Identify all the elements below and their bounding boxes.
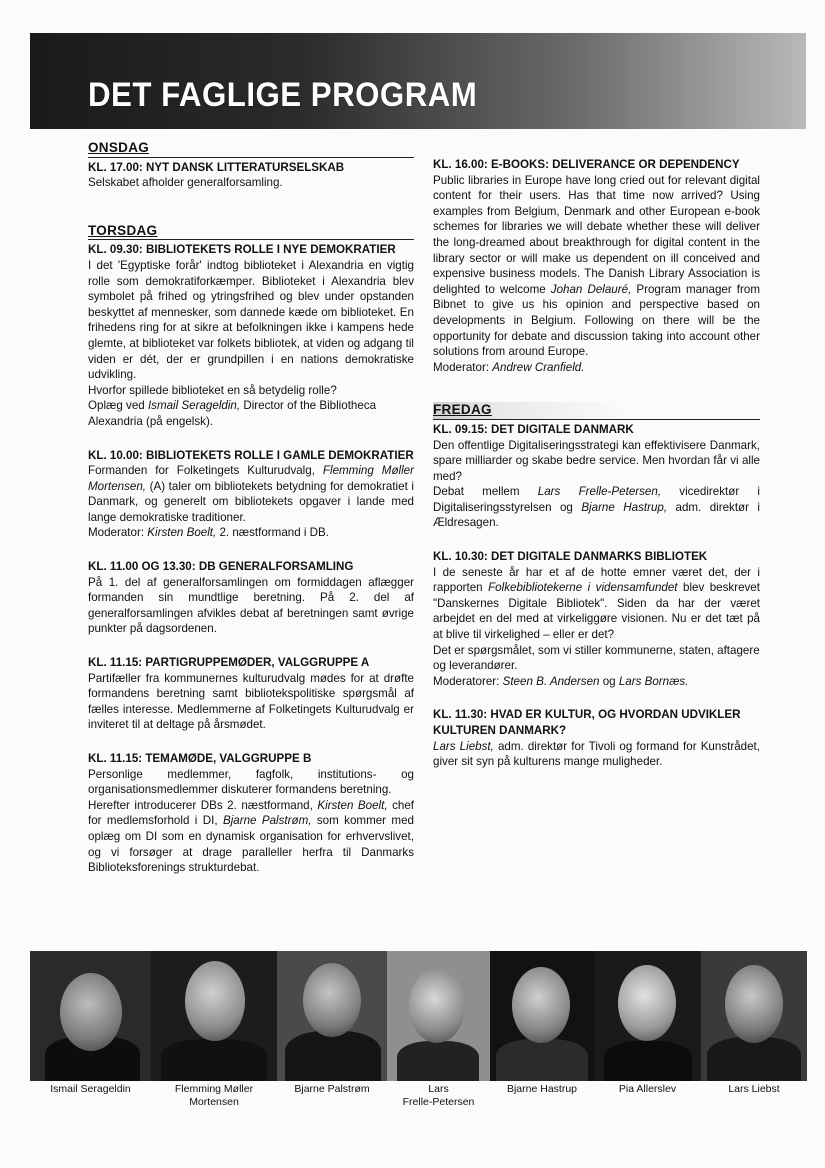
event-moderator (88, 525, 414, 541)
portrait-photo (490, 951, 594, 1081)
portrait-photo (277, 951, 387, 1081)
event-fredag-1030 (433, 549, 760, 689)
event-body (433, 565, 760, 643)
event-title: KL. 11.00 OG 13.30: DB GENERALFORSAMLING (88, 560, 354, 574)
day-heading-torsdag: TORSDAG (88, 223, 414, 241)
event-title: KL. 10.00: BIBLIOTEKETS ROLLE I GAMLE DEMOKRATIER (88, 448, 414, 462)
event-body-2: Det er spørgsmålet, som vi stiller kommunerne, staten, aftagere og leverandører. (433, 643, 760, 673)
moderator-middle: og (599, 674, 619, 688)
body-suffix: adm. direktør for Tivoli og formand for Kunstrådet, giver sit syn på kulturens mange muligheder. (433, 739, 760, 769)
speaker-name: Bjarne Hastrup, (581, 500, 668, 514)
event-torsdag-1100 (88, 559, 414, 637)
portrait-photo (387, 951, 490, 1081)
header-banner (30, 33, 806, 129)
caption-line: Frelle-Petersen (402, 1096, 475, 1108)
body-middle: chef for medlemsforhold i DI, (88, 798, 414, 828)
body-prefix: Herefter introducerer DBs 2. næstformand, (88, 798, 318, 812)
photo-caption (277, 1083, 387, 1096)
portrait-photo (594, 951, 701, 1081)
day-heading-onsdag: ONSDAG (88, 140, 414, 158)
portrait-photo (701, 951, 807, 1081)
event-torsdag-1115-a (88, 655, 414, 733)
photo-caption (490, 1083, 594, 1096)
caption-line: Ismail Serageldin (50, 1083, 131, 1095)
portrait-photo (30, 951, 151, 1081)
event-torsdag-1000 (88, 448, 414, 542)
photo-caption (387, 1083, 490, 1109)
photo-caption (151, 1083, 277, 1109)
right-column (433, 157, 760, 788)
body-suffix: som kommer med oplæg om DI som en dynamisk organisation for erhvervslivet, og vi forsøger at drage paralleller herfra til Danmarks Biblioteksforenings strukturdebat. (88, 814, 414, 875)
event-torsdag-1115-b (88, 751, 414, 876)
event-title: KL. 17.00: NYT DANSK LITTERATURSELSKAB (88, 160, 345, 174)
page-title: DET FAGLIGE PROGRAM (88, 76, 478, 114)
event-speaker (88, 398, 414, 429)
event-title: KL. 16.00: E-BOOKS: DELIVERANCE OR DEPENDENCY (433, 158, 740, 171)
day-heading-fredag: FREDAG (433, 402, 760, 420)
body-suffix: (A) taler om bibliotekets betydning for demokratiet i Danmark, og generelt om bibliotekets opgaver i lande med lange demokratiske traditioner. (88, 479, 414, 524)
event-moderator (433, 360, 760, 376)
event-body: Personlige medlemmer, fagfolk, institutions- og organisationsmedlemmer diskuterer formandens beretning. (88, 767, 414, 797)
event-title: KL. 11.30: HVAD ER KULTUR, OG HVORDAN UDVIKLER KULTUREN DANMARK? (433, 708, 741, 737)
event-torsdag-0930 (88, 242, 414, 429)
event-body-2 (88, 798, 414, 876)
speaker-name: Flemming Møller Mortensen, (88, 464, 414, 493)
body-prefix: I de seneste år har et af de hotte emner været det, der i rapporten (433, 565, 760, 595)
event-body: I det 'Egyptiske forår' indtog biblioteket i Alexandria en vigtig rolle som demokratiforkæmper. Biblioteket i Alexandria blev symbolet på frihed og ytringsfrihed og blev under opstanden beskyttet af mennesker, som dannede kæde om biblioteket. En frihedens ring for at sikre at befolkningen ikke i kampens hede glemte, at biblioteket var folkets bibliotek, at viden og adgang til viden er dét, der er grundpillen i en nations demokratiske udvikling. (88, 258, 414, 382)
body-suffix: adm. direktør i Ældresagen. (433, 500, 760, 530)
left-column (88, 140, 414, 894)
moderator-name: Andrew Cranfield. (492, 360, 585, 374)
photo-caption (701, 1083, 807, 1096)
event-title: KL. 11.15: PARTIGRUPPEMØDER, VALGGRUPPE A (88, 656, 370, 670)
body-middle: vicedirektør i Digitaliseringsstyrelsen og (433, 485, 761, 514)
caption-line: Mortensen (189, 1096, 239, 1108)
speaker-name: Ismail Serageldin, (147, 399, 241, 413)
event-debate (433, 484, 760, 531)
moderator-name: Kirsten Boelt, (147, 526, 217, 540)
caption-line: Flemming Møller (174, 1083, 254, 1095)
event-title: KL. 09.15: DET DIGITALE DANMARK (433, 422, 634, 436)
speaker-name: Lars Liebst, (433, 739, 494, 753)
event-body: Partifæller fra kommunernes kulturudvalg mødes for at drøfte formandens beretning samt bibliotekspolitiske spørgsmål af fælles interesse. Medlemmerne af Folketingets Kulturudvalg er inviteret til at deltage på årsmødet. (88, 671, 414, 732)
moderator-prefix: Moderator: (88, 526, 148, 540)
body-text: Public libraries in Europe have long cried out for relevant digital content for their users. Has that time now arrived? Using examples from Belgium, Denmark and other European e-book schemes for libraries we will debate whether these will deliver the long-dreamed about breakthrough for digital content in the library sector or will make us dependent on ill conceived and expensive business models. The Danish Library Association is delighted to welcome (433, 173, 760, 296)
body-prefix: Debat mellem (433, 485, 538, 499)
event-body: Den offentlige Digitaliseringsstrategi kan effektivisere Danmark, spare milliarder og skabe bedre service. Men hvordan får vi alle med? (433, 438, 760, 483)
portrait-photo (151, 951, 277, 1081)
caption-line: Bjarne Hastrup (506, 1083, 578, 1095)
event-moderator (433, 674, 760, 690)
event-onsdag-1600 (433, 157, 760, 375)
speaker-photo-strip (30, 951, 807, 1081)
body-suffix: blev beskrevet "Danskernes Digitale Bibliotek". Siden da har der været arbejdet en del med at virkeliggøre visionen. Nu er det tæt på at blive til virkelighed – eller er det? (433, 581, 760, 642)
event-title: KL. 11.15: TEMAMØDE, VALGGRUPPE B (88, 752, 312, 765)
caption-line: Bjarne Palstrøm (294, 1083, 370, 1095)
body-prefix: Formanden for Folketingets Kulturudvalg, (88, 464, 323, 478)
event-title: KL. 10.30: DET DIGITALE DANMARKS BIBLIOTEK (433, 550, 708, 564)
report-title: Folkebibliotekerne i vidensamfundet (488, 581, 678, 595)
event-body: På 1. del af generalforsamlingen om formiddagen aflægger formanden sin mundtlige beretning. På 2. del af generalforsamlingen afvikles debat af beretningen samt øvrige punkter på dagsordenen. (88, 575, 414, 636)
event-body (433, 739, 760, 770)
moderator-prefix: Moderatorer: (433, 674, 503, 688)
body-suffix: Program manager from Bibnet to give us his opinion and perspective based on developments in Belgium. Following on there will be the opportunity for debate and discussion taking into account other solutions from around Europe. (433, 282, 760, 359)
speaker-name: Bjarne Palstrøm, (222, 814, 312, 828)
event-body: Selskabet afholder generalforsamling. (88, 176, 283, 190)
caption-line: Pia Allerslev (618, 1083, 677, 1095)
event-body (433, 173, 760, 360)
event-fredag-0915 (433, 422, 760, 531)
photo-caption (30, 1083, 151, 1096)
moderator-prefix: Moderator: (433, 360, 493, 374)
speaker-name: Lars Frelle-Petersen, (537, 485, 662, 499)
event-body (88, 463, 414, 525)
speaker-suffix: Director of the Bibliotheca Alexandria (på engelsk). (88, 399, 377, 428)
moderator-name: Steen B. Andersen (502, 674, 600, 688)
speaker-name: Kirsten Boelt, (317, 798, 388, 812)
event-onsdag-1700 (88, 160, 414, 191)
moderator-name: Lars Bornæs. (618, 674, 689, 688)
speaker-name: Johan Delauré, (550, 282, 632, 296)
speaker-prefix: Oplæg ved (88, 399, 148, 413)
event-title: KL. 09.30: BIBLIOTEKETS ROLLE I NYE DEMOKRATIER (88, 243, 396, 257)
event-question: Hvorfor spillede biblioteket en så betydelig rolle? (88, 383, 337, 397)
moderator-suffix: 2. næstformand i DB. (216, 526, 330, 540)
photo-caption (594, 1083, 701, 1096)
caption-line: Lars Liebst (728, 1083, 780, 1095)
caption-line: Lars (428, 1083, 449, 1095)
event-fredag-1130 (433, 707, 760, 769)
